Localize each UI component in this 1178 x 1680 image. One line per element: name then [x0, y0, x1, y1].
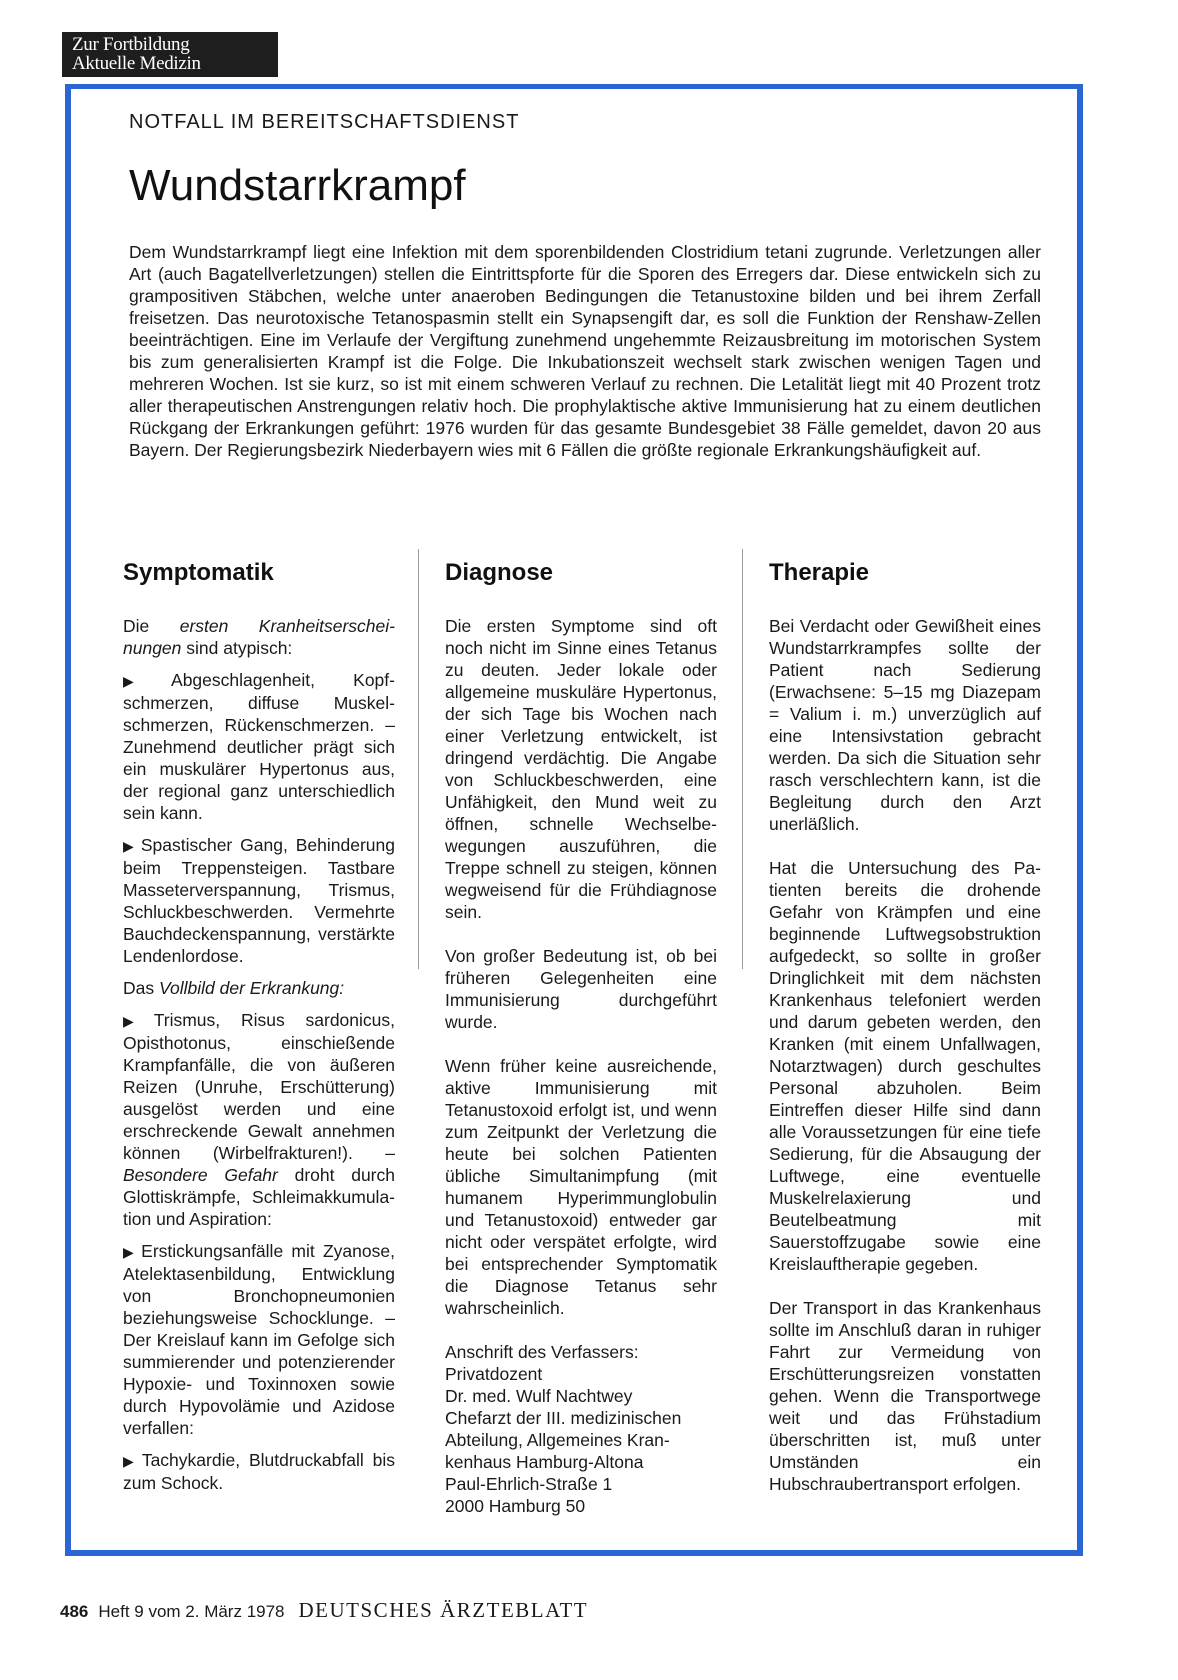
- diagnose-column: [445, 549, 717, 1539]
- text-span: sind atypisch:: [181, 638, 293, 658]
- diagnose-paragraph: Die ersten Symptome sind oft noch nicht im Sinne eines Tetanus zu deuten. Jeder lokale oder allgemeine muskuläre Hypertonus, der sich Tage bis Wochen nach einer Verletzung entwickelt, ist dringend verdächtig. Die Angabe von Schluckbeschwerden, eine Unfähigkeit, den Mund weit zu öffnen, schnelle Wechselbewegungen auszuführen, die Treppe schnell zu steigen, können wegweisend für die Frühdiagnose sein.: [445, 616, 717, 922]
- therapie-paragraph: Bei Verdacht oder Gewißheit eines Wundstarrkrampfes sollte der Patient nach Sedierung (Erwachsene: 5–15 mg Diazepam = Valium i. m.) unverzüglich auf eine Intensivstation gebracht werden. Da sich die Situation sehr rasch verschlechtern kann, ist die Begleitung durch den Arzt unerläßlich.: [769, 616, 1041, 834]
- column-divider: [742, 549, 743, 969]
- diagnose-paragraph: Von großer Bedeutung ist, ob bei früheren Gelegenheiten eine Immunisierung durchgeführt wurde.: [445, 946, 717, 1032]
- bullet-triangle-icon: ▶: [123, 1013, 150, 1029]
- therapie-paragraph: Der Transport in das Krankenhaus sollte im Anschluß daran in ruhiger Fahrt zur Vermeidung von Erschütterungsreizen vonstatten gehen. Wenn die Transportwege weit und das Frühstadium überschritten ist, muß unter Umständen ein Hubschraubertransport erfolgen.: [769, 1298, 1041, 1494]
- page-number: 486: [60, 1602, 89, 1621]
- bullet-text: Erstickungsanfälle mit Zyanose, Atelektasenbildung, Entwicklung von Bronchopneumonien beziehungsweise Schocklunge. – Der Kreislauf kann im Gefolge sich summierender und potenzierender Hypoxie- und Toxinnoxen sowie durch Hypovolämie und Azidose verfallen:: [123, 1241, 395, 1438]
- author-address: [445, 1341, 717, 1517]
- therapie-paragraph: Hat die Untersuchung des Patienten bereits die drohende Gefahr von Krämpfen und eine beginnende Luftwegsobstruktion aufgedeckt, so sollte in großer Dringlichkeit mit dem nächsten Krankenhaus telefoniert werden und darum gebeten werden, den Kranken (mit einem Unfallwagen, Notarztwagen) durch geschultes Personal abzuholen. Beim Eintreffen dieser Hilfe sind dann alle Voraussetzungen für eine tiefe Sedierung, für die Absaugung der Luftwege, eine eventuelle Muskelrelaxierung und Beutelbeatmung mit Sauerstoffzugabe sowie eine Kreislauftherapie gegeben.: [769, 858, 1041, 1274]
- section-tag-line-1: Zur Fortbildung: [72, 34, 190, 55]
- column-divider: [418, 549, 419, 969]
- journal-name: DEUTSCHES ÄRZTEBLATT: [298, 1598, 589, 1622]
- symptomatik-paragraph: [123, 977, 395, 999]
- bullet-text: Abgeschlagenheit, Kopfschmerzen, diffuse Muskelschmerzen, Rückenschmerzen. – Zunehmend deutlicher prägt sich ein muskulärer Hypertonus aus, der regional ganz unterschiedlich sein kann.: [123, 670, 395, 823]
- bullet-text: droht durch Glottiskrämpfe, Schleimakkumulation und Aspiration:: [123, 1165, 395, 1229]
- bullet-text: Trismus, Risus sardonicus, Opisthotonus, einschießende Krampfanfälle, die von äußeren Reizen (Unruhe, Erschütterung) ausgelöst werden und eine erschreckende Gewalt annehmen können (Wirbelfrakturen!). –: [123, 1010, 395, 1163]
- bullet-triangle-icon: ▶: [123, 673, 168, 689]
- article-title: Wundstarrkrampf: [129, 161, 466, 210]
- address-line: Paul-Ehrlich-Straße 1: [445, 1474, 613, 1494]
- page-footer: [60, 1598, 588, 1623]
- section-tag-line-2: Aktuelle Medizin: [72, 53, 201, 74]
- text-span: Die: [123, 616, 180, 636]
- therapie-column: [769, 549, 1041, 1517]
- address-line: Anschrift des Verfassers:: [445, 1342, 639, 1362]
- article-kicker: NOTFALL IM BEREITSCHAFTSDIENST: [129, 111, 520, 133]
- symptomatik-heading: Symptomatik: [123, 559, 274, 586]
- issue-info: Heft 9 vom 2. März 1978: [98, 1602, 285, 1621]
- section-tag: [62, 32, 278, 77]
- article-frame: [65, 84, 1083, 1556]
- emphasis-text: Besondere Gefahr: [123, 1165, 278, 1185]
- diagnose-paragraph: Wenn früher keine ausreichende, aktive Immunisierung mit Tetanustoxoid erfolgt ist, und wenn zum Zeitpunkt der Verletzung die heute bei solchen Patienten übliche Simultanimpfung (mit humanem Hyperimmunglobulin und Tetanustoxoid) entweder gar nicht oder verspätet erfolgte, wird bei entsprechender Symptomatik die Diagnose Tetanus sehr wahrscheinlich.: [445, 1056, 717, 1318]
- bullet-text: Tachykardie, Blutdruckabfall bis zum Schock.: [123, 1450, 395, 1493]
- emphasis-text: ersten Kranheitserscheinungen: [123, 616, 395, 658]
- diagnose-heading: Diagnose: [445, 559, 554, 586]
- address-line: Abteilung, Allgemeines Krankenhaus Hamburg-Altona: [445, 1430, 670, 1472]
- bullet-triangle-icon: ▶: [123, 838, 137, 854]
- symptomatik-column: [123, 549, 395, 1504]
- symptom-bullet: [123, 1009, 395, 1230]
- address-line: Privatdozent: [445, 1364, 543, 1384]
- address-line: Chefarzt der III. medizinischen: [445, 1408, 682, 1428]
- symptom-bullet: [123, 834, 395, 967]
- therapie-heading: Therapie: [769, 559, 870, 586]
- address-line: 2000 Hamburg 50: [445, 1496, 586, 1516]
- bullet-text: Spastischer Gang, Behinderung beim Treppensteigen. Tastbare Masseterverspannung, Trismus, Schluckbeschwerden. Vermehrte Bauchdeckenspannung, verstärkte Lendenlordose.: [123, 835, 395, 966]
- text-span: Das: [123, 978, 159, 998]
- symptom-bullet: [123, 669, 395, 824]
- article-intro: Dem Wundstarrkrampf liegt eine Infektion mit dem sporenbildenden Clostridium tetani zugrunde. Verletzungen aller Art (auch Bagatellverletzungen) stellen die Eintrittspforte für die Sporen des Erregers dar. Diese entwickeln sich zu grampositiven Stäbchen, welche unter anaeroben Bedingungen die Tetanustoxine bilden und bei ihrem Zerfall freisetzen. Das neurotoxische Tetanospasmin stellt ein Synapsengift dar, es soll die Funktion der Renshaw-Zellen beeinträchtigen. Eine im Verlaufe der Vergiftung zunehmend ungehemmte Reizausbreitung im motorischen System bis zum generalisierten Krampf ist die Folge. Die Inkubationszeit wechselt stark zwischen wenigen Tagen und mehreren Wochen. Ist sie kurz, so ist mit einem schweren Verlauf zu rechnen. Die Letalität liegt mit 40 Prozent trotz aller therapeutischen Anstrengungen relativ hoch. Die prophylaktische aktive Immunisierung hat zu einem deutlichen Rückgang der Erkrankungen geführt: 1976 wurden für das gesamte Bundesgebiet 38 Fälle gemeldet, davon 20 aus Bayern. Der Regierungsbezirk Niederbayern wies mit 6 Fällen die größte regionale Erkrankungshäufigkeit auf.: [129, 242, 1041, 460]
- author-name: Dr. med. Wulf Nachtwey: [445, 1386, 633, 1406]
- symptom-bullet: [123, 1449, 395, 1494]
- bullet-triangle-icon: ▶: [123, 1244, 138, 1260]
- symptomatik-paragraph: [123, 615, 395, 659]
- emphasis-text: Vollbild der Erkrankung:: [158, 978, 345, 998]
- bullet-triangle-icon: ▶: [123, 1453, 138, 1469]
- symptom-bullet: [123, 1240, 395, 1439]
